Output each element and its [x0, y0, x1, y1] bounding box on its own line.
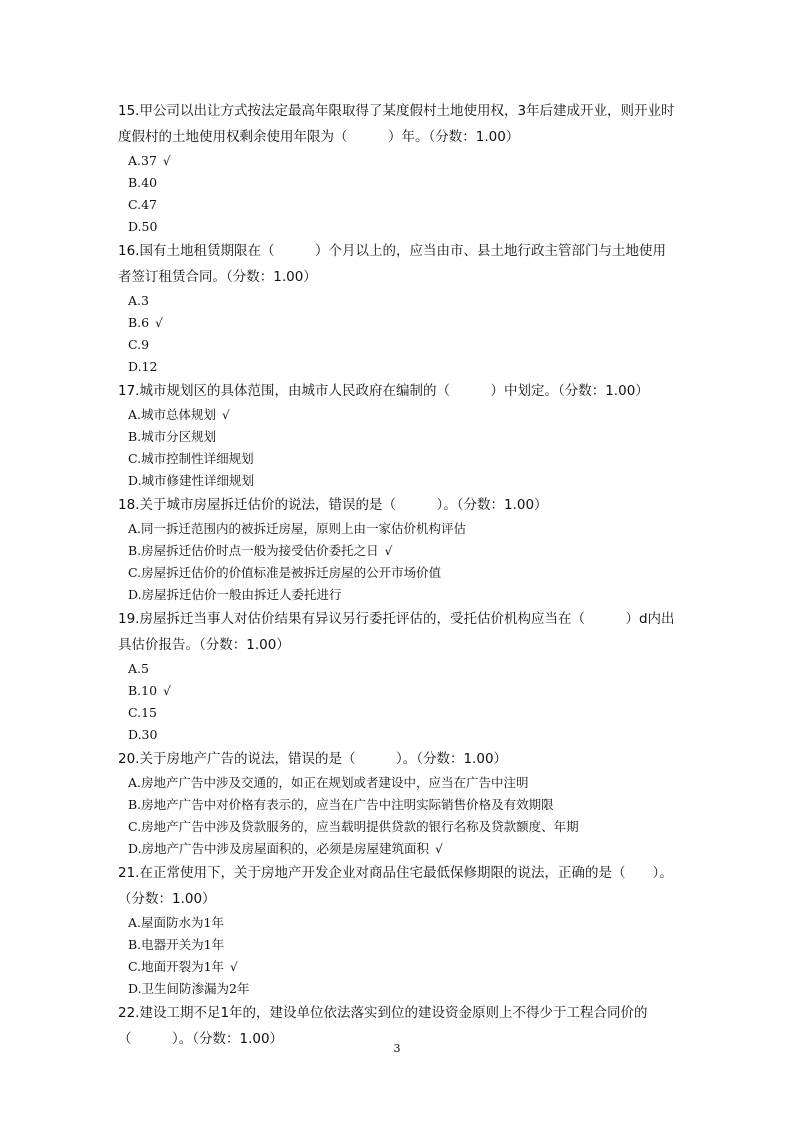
question-text: 22.建设工期不足1年的，建设单位依法落实到位的建设资金原则上不得少于工程合同价的（ ）。（分数：1.00）: [118, 1005, 648, 1047]
option-text: B.10: [128, 683, 158, 698]
check-mark-icon: √: [163, 684, 171, 698]
question-text: 20.关于房地产广告的说法，错误的是（ ）。（分数：1.00）: [118, 751, 508, 767]
option-text: C.地面开裂为1年: [128, 959, 225, 974]
question-block: [118, 606, 678, 746]
answer-option: [118, 956, 678, 978]
answer-option: [118, 290, 678, 312]
answer-option: [118, 702, 678, 724]
question-block: [118, 238, 678, 378]
option-text: A.房地产广告中涉及交通的，如正在规划或者建设中，应当在广告中注明: [128, 775, 529, 790]
answer-option: [118, 794, 678, 816]
answer-option: [118, 838, 678, 860]
answer-option: [118, 978, 678, 1000]
answer-option: [118, 518, 678, 540]
option-text: B.城市分区规划: [128, 429, 217, 444]
question-text: 17.城市规划区的具体范围，由城市人民政府在编制的（ ）中划定。（分数：1.00）: [118, 383, 649, 399]
answer-option: [118, 470, 678, 492]
answer-option: [118, 334, 678, 356]
option-text: C.城市控制性详细规划: [128, 451, 254, 466]
option-text: D.房屋拆迁估价一般由拆迁人委托进行: [128, 587, 342, 602]
check-mark-icon: √: [384, 544, 393, 558]
option-text: B.房屋拆迁估价时点一般为接受估价委托之日: [128, 543, 379, 558]
page-number: 3: [393, 1042, 401, 1055]
answer-option: [118, 680, 678, 702]
answer-option: [118, 934, 678, 956]
option-text: C.9: [128, 337, 150, 352]
answer-option: [118, 150, 678, 172]
answer-option: [118, 724, 678, 746]
option-text: A.城市总体规划: [128, 407, 217, 422]
answer-option: [118, 584, 678, 606]
answer-option: [118, 194, 678, 216]
question-text: 21.在正常使用下，关于房地产开发企业对商品住宅最低保修期限的说法，正确的是（ ）。（分数：1.00）: [118, 865, 673, 907]
answer-option: [118, 448, 678, 470]
question-text: 16.国有土地租赁期限在（ ）个月以上的，应当由市、县土地行政主管部门与土地使用者签订租赁合同。（分数：1.00）: [118, 243, 666, 285]
option-text: C.房屋拆迁估价的价值标准是被拆迁房屋的公开市场价值: [128, 565, 442, 580]
question-block: [118, 98, 678, 238]
question-block: [118, 378, 678, 492]
option-text: B.40: [128, 175, 158, 190]
question-block: [118, 860, 678, 1000]
option-text: A.3: [128, 293, 149, 308]
option-text: D.房地产广告中涉及房屋面积的，必须是房屋建筑面积: [128, 841, 430, 856]
option-text: D.50: [128, 219, 158, 234]
option-text: C.15: [128, 705, 157, 720]
option-text: A.37: [128, 153, 157, 168]
option-text: B.电器开关为1年: [128, 937, 225, 952]
answer-option: [118, 404, 678, 426]
question-text: 18.关于城市房屋拆迁估价的说法，错误的是（ ）。（分数：1.00）: [118, 497, 548, 513]
option-text: B.6: [128, 315, 150, 330]
option-text: A.屋面防水为1年: [128, 915, 224, 930]
answer-option: [118, 816, 678, 838]
option-text: A.5: [128, 661, 149, 676]
answer-option: [118, 172, 678, 194]
answer-option: [118, 658, 678, 680]
check-mark-icon: √: [222, 408, 230, 422]
question-block: [118, 492, 678, 606]
option-text: D.卫生间防渗漏为2年: [128, 981, 250, 996]
option-text: D.城市修建性详细规划: [128, 473, 255, 488]
check-mark-icon: √: [155, 316, 163, 330]
option-text: D.12: [128, 359, 158, 374]
check-mark-icon: √: [230, 960, 238, 974]
answer-option: [118, 540, 678, 562]
answer-option: [118, 772, 678, 794]
check-mark-icon: √: [435, 842, 443, 856]
answer-option: [118, 426, 678, 448]
question-text: 19.房屋拆迁当事人对估价结果有异议另行委托评估的，受托估价机构应当在（ ）d内出具估价报告。（分数：1.00）: [118, 611, 675, 653]
answer-option: [118, 562, 678, 584]
question-block: [118, 746, 678, 860]
option-text: A.同一拆迁范围内的被拆迁房屋，原则上由一家估价机构评估: [128, 521, 467, 536]
check-mark-icon: √: [162, 154, 171, 168]
option-text: C.房地产广告中涉及贷款服务的，应当载明提供贷款的银行名称及贷款额度、年期: [128, 819, 579, 834]
answer-option: [118, 312, 678, 334]
answer-option: [118, 912, 678, 934]
answer-option: [118, 356, 678, 378]
answer-option: [118, 216, 678, 238]
option-text: C.47: [128, 197, 157, 212]
question-list: [118, 98, 678, 1052]
option-text: D.30: [128, 727, 158, 742]
option-text: B.房地产广告中对价格有表示的，应当在广告中注明实际销售价格及有效期限: [128, 797, 554, 812]
question-text: 15.甲公司以出让方式按法定最高年限取得了某度假村土地使用权，3年后建成开业，则开业时度假村的土地使用权剩余使用年限为（ ）年。（分数：1.00）: [118, 103, 675, 145]
